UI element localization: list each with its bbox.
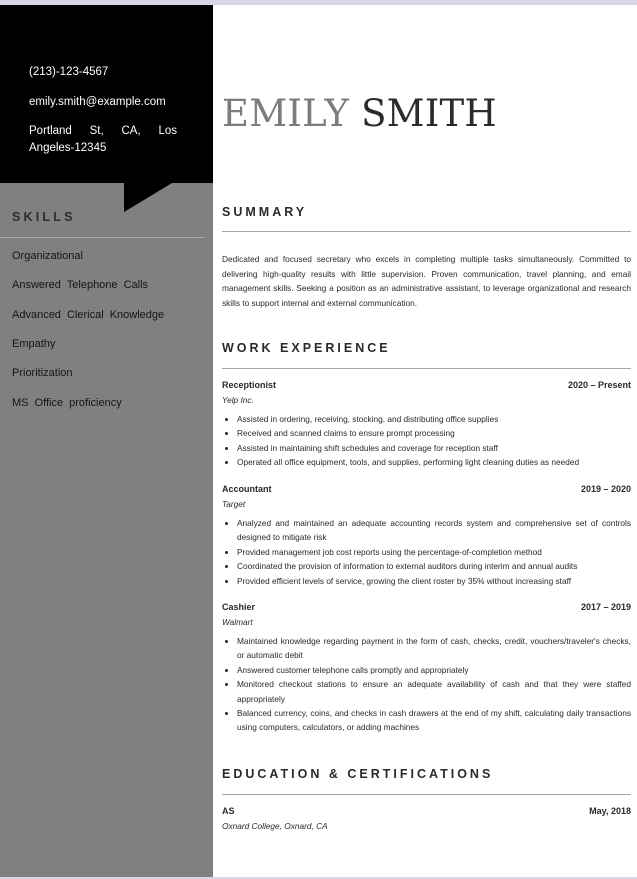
contact-address: Portland St, CA, Los Angeles-12345: [29, 125, 177, 154]
list-item: • Analyzed and maintained an adequate accounting records system and comprehensive set of controls designed to mitigate risk: [237, 516, 631, 545]
summary-heading: SUMMARY: [222, 205, 308, 219]
candidate-name: [222, 92, 497, 135]
first-name: EMILY: [222, 92, 350, 135]
skill-item: Prioritization: [12, 367, 73, 379]
school: Oxnard College, Oxnard, CA: [222, 821, 328, 831]
list-item: • Answered customer telephone calls promptly and appropriately: [237, 663, 631, 677]
job-company: Walmart: [222, 617, 253, 627]
contact-panel: [0, 5, 213, 183]
job-company: Target: [222, 499, 246, 509]
job-bullets: [222, 634, 631, 735]
education-heading: EDUCATION & CERTIFICATIONS: [222, 767, 494, 781]
job-bullets: [222, 412, 631, 470]
list-item: • Balanced currency, coins, and checks in cash drawers at the end of my shift, calculating daily transactions using computers, calculators, or adding machines: [237, 706, 631, 735]
skill-item: Advanced Clerical Knowledge: [12, 309, 165, 321]
degree: AS: [222, 806, 235, 816]
summary-text: Dedicated and focused secretary who excels in completing multiple tasks simultaneously. Committed to delivering high-quality results with little supervision. Proven communication, travel planning, and email management skills. Seeking a position as an administrative assistant, to leverage organizational and research skills to support internal and external communication.: [222, 254, 631, 308]
skill-item: Answered Telephone Calls: [12, 279, 149, 291]
list-item: • Maintained knowledge regarding payment in the form of cash, checks, credit, vouchers/traveler's checks, or automatic debit: [237, 634, 631, 663]
list-item: • Provided management job cost reports using the percentage-of-completion method: [237, 545, 631, 559]
job-company: Yelp Inc.: [222, 395, 254, 405]
job-dates: 2020 – Present: [567, 380, 631, 390]
list-item: • Coordinated the provision of information to external auditors during interim and annual audits: [237, 559, 631, 573]
list-item: • Provided efficient levels of service, growing the client roster by 35% without increasing staff: [237, 574, 631, 588]
list-item: • Assisted in maintaining shift schedules and coverage for reception staff: [237, 441, 631, 455]
job-dates: 2019 – 2020: [580, 484, 631, 494]
skill-item: MS Office proficiency: [12, 397, 122, 409]
job-bullets: [222, 516, 631, 588]
panel-notch: [124, 183, 172, 212]
summary-divider: [222, 231, 631, 232]
last-name: SMITH: [361, 92, 497, 135]
job-title: Accountant: [222, 484, 272, 494]
job-title: Receptionist: [222, 380, 277, 390]
work-experience-divider: [222, 368, 631, 369]
list-item: • Operated all office equipment, tools, and supplies, performing light cleaning duties as needed: [237, 455, 631, 469]
skill-item: Organizational: [12, 250, 83, 262]
contact-email: emily.smith@example.com: [29, 96, 166, 108]
contact-phone: (213)-123-4567: [29, 66, 109, 78]
job-dates: 2017 – 2019: [580, 602, 631, 612]
education-divider: [222, 794, 631, 795]
skills-divider: [0, 237, 205, 238]
list-item: • Received and scanned claims to ensure prompt processing: [237, 426, 631, 440]
sidebar: [0, 5, 213, 877]
list-item: • Monitored checkout stations to ensure an adequate availability of cash and that they were staffed appropriately: [237, 677, 631, 706]
job-title: Cashier: [222, 602, 256, 612]
list-item: • Assisted in ordering, receiving, stocking, and distributing office supplies: [237, 412, 631, 426]
skill-item: Empathy: [12, 338, 56, 350]
skills-heading: SKILLS: [12, 210, 76, 224]
work-experience-heading: WORK EXPERIENCE: [222, 341, 391, 355]
degree-date: May, 2018: [589, 806, 631, 816]
